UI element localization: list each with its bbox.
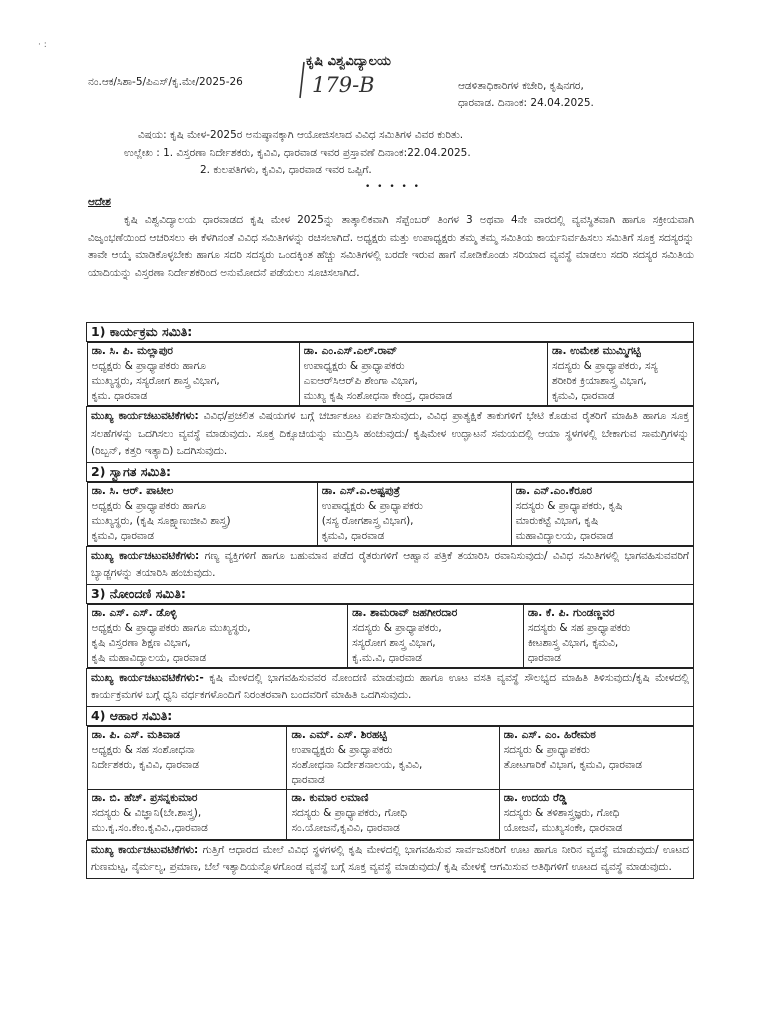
committee-3-title: 3) ನೋಂದಣಿ ಸಮಿತಿ: xyxy=(87,584,694,603)
committee-2-member-2: ಡಾ. ಎಸ್.ಎ.ಅಷ್ಟಪುತ್ರೆ ಉಪಾಧ್ಯಕ್ಷರು & ಪ್ರಾಧ್ಯಾಪಕರು (ಸಸ್ಯ ರೋಗಶಾಸ್ತ್ರ ವಿಭಾಗ), ಕೃಮವಿ, ಧಾರವಾಡ xyxy=(317,482,511,545)
office-address: ಆಡಳಿತಾಧಿಕಾರಿಗಳ ಕಚೇರಿ, ಕೃಷಿನಗರ, xyxy=(458,80,584,92)
committee-2-member-1: ಡಾ. ಸಿ. ಆರ್. ಪಾಟೀಲ ಅಧ್ಯಕ್ಷರು & ಪ್ರಾಧ್ಯಾಪಕರು ಹಾಗೂ ಮುಖ್ಯಸ್ಥರು, (ಕೃಷಿ ಸೂಕ್ಷ್ಮಾಣುಜೀವಿ ಶಾಸ್ತ್ರ) ಕೃಮವಿ, ಧಾರವಾಡ xyxy=(87,482,317,545)
committees-table xyxy=(86,322,694,879)
committee-4-member-6: ಡಾ. ಉದಯ ರೆಡ್ಡಿ ಸದಸ್ಯರು & ತಳಿಶಾಸ್ತ್ರಜ್ಞರು, ಗೋಧಿ ಯೋಜನೆ, ಮುಖ್ಯಸಂಕೇ, ಧಾರವಾಡ xyxy=(499,789,693,839)
committee-2-member-3: ಡಾ. ಎನ್.ಎಂ.ಕೆರೂರ ಸದಸ್ಯರು & ಪ್ರಾಧ್ಯಾಪಕರು, ಕೃಷಿ ಮಾರುಕಟ್ಟೆ ವಿಭಾಗ, ಕೃಷಿ ಮಹಾವಿದ್ಯಾಲಯ, ಧಾರವಾಡ xyxy=(511,482,693,545)
committee-3-member-2: ಡಾ. ಶಾಮರಾವ್ ಜಹಗೀರದಾರ ಸದಸ್ಯರು & ಪ್ರಾಧ್ಯಾಪಕರು, ಸಸ್ಯರೋಗ ಶಾಸ್ತ್ರ ವಿಭಾಗ, ಕೃ.ಮ.ವಿ, ಧಾರವಾಡ xyxy=(348,604,524,667)
committee-4-member-2: ಡಾ. ಎಮ್. ಎಸ್. ಶಿರಹಟ್ಟಿ ಉಪಾಧ್ಯಕ್ಷರು & ಪ್ರಾಧ್ಯಾಪಕರು ಸಂಶೋಧನಾ ನಿರ್ದೇಶನಾಲಯ, ಕೃವಿವಿ, ಧಾರವಾಡ xyxy=(287,726,499,789)
order-heading: ಆದೇಶ xyxy=(88,196,111,208)
committee-3-member-1: ಡಾ. ಎಸ್. ಎಸ್. ಡೊಳ್ಳಿ ಅಧ್ಯಕ್ಷರು & ಪ್ರಾಧ್ಯಾಪಕರು ಹಾಗೂ ಮುಖ್ಯಸ್ಥರು, ಕೃಷಿ ವಿಸ್ತರಣಾ ಶಿಕ್ಷಣ ವಿಭಾಗ, ಕೃಷಿ ಮಹಾವಿದ್ಯಾಲಯ, ಧಾರವಾಡ xyxy=(87,604,348,667)
committee-4-duties: ಮುಖ್ಯ ಕಾರ್ಯಚಟುವಟಿಕೆಗಳು: ಗುತ್ತಿಗೆ ಆಧಾರದ ಮೇಲೆ ವಿವಿಧ ಸ್ಥಳಗಳಲ್ಲಿ ಕೃಷಿ ಮೇಳದಲ್ಲಿ ಭಾಗವಹಿಸುವ ಸಾರ್ವಜನಿಕರಿಗೆ ಊಟ ಹಾಗೂ ನೀರಿನ ವ್ಯವಸ್ಥೆ ಮಾಡುವುದು/ ಊಟದ ಗುಣಮಟ್ಟ, ನೈರ್ಮಲ್ಯ, ಪ್ರಮಾಣ, ಬೆಲೆ ಇತ್ಯಾದಿಯನ್ನೊಳಗೊಂಡ ವ್ಯವಸ್ಥೆ ಬಗ್ಗೆ ಸೂಕ್ತ ವ್ಯವಸ್ಥೆ ಮಾಡುವುದು/ ಕೃಷಿ ಮೇಳಕ್ಕೆ ಆಗಮಿಸುವ ಅತಿಥಿಗಳಿಗೆ ಊಟದ ವ್ಯವಸ್ಥೆ ಮಾಡುವುದು. xyxy=(87,840,694,878)
university-title: ಕೃಷಿ ವಿಶ್ವವಿದ್ಯಾಲಯ xyxy=(306,54,391,69)
committee-1-member-3: ಡಾ. ಉಮೇಶ ಮುಮ್ಮಿಗಟ್ಟಿ ಸದಸ್ಯರು & ಪ್ರಾಧ್ಯಾಪಕರು, ಸಸ್ಯ ಶರೀರಿಕ ಕ್ರಿಯಾಶಾಸ್ತ್ರ ವಿಭಾಗ, ಕೃಮವಿ, ಧಾರವಾಡ xyxy=(548,343,693,406)
order-body: ಕೃಷಿ ವಿಶ್ವವಿದ್ಯಾಲಯ ಧಾರವಾಡದ ಕೃಷಿ ಮೇಳ 2025ನ್ನು ತಾತ್ಕಾಲಿಕವಾಗಿ ಸೆಪ್ಟೆಂಬರ್ ತಿಂಗಳ 3 ಅಥವಾ 4ನೇ ವಾರದಲ್ಲಿ ವ್ಯವಸ್ಥಿತವಾಗಿ ಹಾಗೂ ಸಕ್ರೀಯವಾಗಿ ವಿಜೃಂಭಣೆಯಿಂದ ಆಚರಿಸಲು ಈ ಕೆಳಗಿನಂತೆ ವಿವಿಧ ಸಮಿತಿಗಳನ್ನು ರಚಿಸಲಾಗಿದೆ. ಅಧ್ಯಕ್ಷರು ಮತ್ತು ಉಪಾಧ್ಯಕ್ಷರು ತಮ್ಮ ತಮ್ಮ ಸಮಿತಿಯ ಕಾರ್ಯನಿರ್ವಹಿಸಲು ಸಮಿತಿಗೆ ಸೂಕ್ತ ಸದಸ್ಯರನ್ನು ತಾವೇ ಆಯ್ಕೆ ಮಾಡಿಕೊಳ್ಳಬೇಕು ಹಾಗೂ ಸದರಿ ಸದಸ್ಯರು ಒಂದಕ್ಕಿಂತ ಹೆಚ್ಚು ಸಮಿತಿಗಳಲ್ಲಿ ಬರದೇ ಇರುವ ಹಾಗೆ ನೋಡಿಕೊಂಡು ಸರಿಯಾದ ವ್ಯವಸ್ಥೆ ಮಾಡಲು ಸದರಿ ಸದಸ್ಯರ ಸಮಿತಿಯ ಯಾದಿಯನ್ನು ವಿಸ್ತರಣಾ ನಿರ್ದೇಶಕರಿಂದ ಅನುಮೋದನೆ ಪಡೆಯಲು ಸೂಚಿಸಲಾಗಿದೆ. xyxy=(88,214,694,279)
committee-1-member-2: ಡಾ. ಎಂ.ಎಸ್.ಎಲ್.ರಾವ್ ಉಪಾಧ್ಯಕ್ಷರು & ಪ್ರಾಧ್ಯಾಪಕರು ಎಐಆರ್‌ಸಿಆರ್‌ಪಿ ಶೇಂಗಾ ವಿಭಾಗ, ಮುಖ್ಯ ಕೃಷಿ ಸಂಶೋಧನಾ ಕೇಂದ್ರ, ಧಾರವಾಡ xyxy=(299,343,547,406)
reference-1: ಉಲ್ಲೇಖ : 1. ವಿಸ್ತರಣಾ ನಿರ್ದೇಶಕರು, ಕೃವಿವಿ, ಧಾರವಾಡ ಇವರ ಪ್ರಸ್ತಾವಣೆ ದಿನಾಂಕ:22.04.2025. xyxy=(124,147,471,159)
separator-dots: • • • • • xyxy=(365,182,421,192)
committee-3-member-3: ಡಾ. ಕೆ. ಪಿ. ಗುಂಡಣ್ಣವರ ಸದಸ್ಯರು & ಸಹ ಪ್ರಾಧ್ಯಾಪಕರು ಕೀಟಶಾಸ್ತ್ರ ವಿಭಾಗ, ಕೃಮವಿ, ಧಾರವಾಡ xyxy=(523,604,693,667)
committee-1-member-1: ಡಾ. ಸಿ. ಪಿ. ಮಲ್ಲಾಪುರ ಅಧ್ಯಕ್ಷರು & ಪ್ರಾಧ್ಯಾಪಕರು ಹಾಗೂ ಮುಖ್ಯಸ್ಥರು, ಸಸ್ಯರೋಗ ಶಾಸ್ತ್ರ ವಿಭಾಗ, ಕೃಮ. ಧಾರವಾಡ xyxy=(87,343,299,406)
committee-2-duties: ಮುಖ್ಯ ಕಾರ್ಯಚಟುವಟಿಕೆಗಳು: ಗಣ್ಯ ವ್ಯಕ್ತಿಗಳಿಗೆ ಹಾಗೂ ಬಹುಮಾನ ಪಡೆದ ರೈತರುಗಳಿಗೆ ಆಹ್ವಾನ ಪತ್ರಿಕೆ ತಯಾರಿಸಿ ರವಾನಿಸುವುದು/ ವಿವಿಧ ಸಮಿತಿಗಳಲ್ಲಿ ಭಾಗವಹಿಸುವವರಿಗೆ ಬ್ಯಾಡ್ಜಗಳನ್ನು ತಯಾರಿಸಿ ಹಂಚುವುದು. xyxy=(87,546,694,584)
handwritten-number: 179-B xyxy=(312,73,375,97)
subject-line: ವಿಷಯ: ಕೃಷಿ ಮೇಳ-2025ರ ಅನುಷ್ಠಾನಕ್ಕಾಗಿ ಆಯೋಜಿಸಲಾದ ವಿವಿಧ ಸಮಿತಿಗಳ ವಿವರ ಕುರಿತು. xyxy=(138,129,464,141)
margin-mark: · : xyxy=(38,40,47,50)
committee-2-title: 2) ಸ್ವಾಗತ ಸಮಿತಿ: xyxy=(87,462,694,481)
committee-4-member-5: ಡಾ. ಕುಮಾರ ಲಮಾಣಿ ಸದಸ್ಯರು & ಪ್ರಾಧ್ಯಾಪಕರು, ಗೋಧಿ ಸಂ.ಯೋಜನೆ,ಕೃವಿವಿ, ಧಾರವಾಡ xyxy=(287,789,499,839)
committee-4-member-3: ಡಾ. ಎಸ್. ಎಂ. ಹಿರೇಮಠ ಸದಸ್ಯರು & ಪ್ರಾಧ್ಯಾಪಕರು ತೋಟಗಾರಿಕೆ ವಿಭಾಗ, ಕೃಮವಿ, ಧಾರವಾಡ xyxy=(499,726,693,789)
reference-number: ನಂ.ಆಕ/ಸಿಶಾ-5/ಪಿಎಸ್/ಕೃ.ಮೇ/2025-26 xyxy=(88,76,243,88)
office-date: ಧಾರವಾಡ. ದಿನಾಂಕ: 24.04.2025. xyxy=(458,97,594,109)
reference-2: 2. ಕುಲಪತಿಗಳು, ಕೃವಿವಿ, ಧಾರವಾಡ ಇವರ ಒಪ್ಪಿಗೆ. xyxy=(200,164,372,176)
committee-4-member-4: ಡಾ. ಬಿ. ಹೆಚ್. ಪ್ರಸನ್ನಕುಮಾರ ಸದಸ್ಯರು & ವಿಜ್ಞಾನಿ(ಬೇ.ಶಾಸ್ತ್ರ), ಮು.ಕೃ.ಸಂ.ಕೇಂ.ಕೃವಿವಿ.,ಧಾರವಾಡ xyxy=(87,789,287,839)
committee-3-duties: ಮುಖ್ಯ ಕಾರ್ಯಚಟುವಟಿಕೆಗಳು:- ಕೃಷಿ ಮೇಳದಲ್ಲಿ ಭಾಗವಹಿಸುವವರ ನೋಂದಣಿ ಮಾಡುವುದು ಹಾಗೂ ಊಟ ವಸತಿ ವ್ಯವಸ್ಥೆ ಸೌಲಭ್ಯದ ಮಾಹಿತಿ ತಿಳಿಸುವುದು/ಕೃಷಿ ಮೇಳದಲ್ಲಿ ಕಾರ್ಯಕ್ರಮಗಳ ಬಗ್ಗೆ ಧ್ವನಿ ವರ್ಧಕಗಳೊಂದಿಗೆ ನಿರಂತರವಾಗಿ ಬಂದವರಿಗೆ ಮಾಹಿತಿ ಒದಗಿಸುವುದು. xyxy=(87,668,694,706)
committee-1-duties: ಮುಖ್ಯ ಕಾರ್ಯಚಟುವಟಿಕೆಗಳು: ವಿವಿಧ/ಪ್ರಚಲಿತ ವಿಷಯಗಳ ಬಗ್ಗೆ ಚರ್ಚಾಕೂಟ ಏರ್ಪಡಿಸುವುದು, ವಿವಿಧ ಪ್ರಾತ್ಯಕ್ಷಿಕೆ ತಾಕುಗಳಿಗೆ ಭೇಟಿ ಕೊಡುವ ರೈತರಿಗೆ ಮಾಹಿತಿ ಹಾಗೂ ಸೂಕ್ತ ಸಲಹೆಗಳನ್ನು ಒದಗಿಸಲು ವ್ಯವಸ್ಥೆ ಮಾಡುವುದು. ಸೂಕ್ತ ದಿಕ್ಸೂಚಿಯನ್ನು ಮುದ್ರಿಸಿ ಹಂಚುವುದು/ ಕೃಷಿಮೇಳ ಉದ್ಘಾಟನೆ ಸಮಯದಲ್ಲಿ ಆಯಾ ಸ್ಥಳಗಳಲ್ಲಿ ಬೇಕಾಗುವ ಸಾಮಗ್ರಿಗಳನ್ನು (ರಿಬ್ಬನ್, ಕತ್ತರಿ ಇತ್ಯಾದಿ) ಒದಗಿಸುವುದು. xyxy=(87,407,694,463)
committee-1-title: 1) ಕಾರ್ಯಕ್ರಮ ಸಮಿತಿ: xyxy=(87,323,694,342)
committee-4-title: 4) ಆಹಾರ ಸಮಿತಿ: xyxy=(87,706,694,725)
committee-4-member-1: ಡಾ. ಪಿ. ಎಸ್. ಮತಿವಾಡ ಅಧ್ಯಕ್ಷರು & ಸಹ ಸಂಶೋಧನಾ ನಿರ್ದೇಶಕರು, ಕೃವಿವಿ, ಧಾರವಾಡ xyxy=(87,726,287,789)
